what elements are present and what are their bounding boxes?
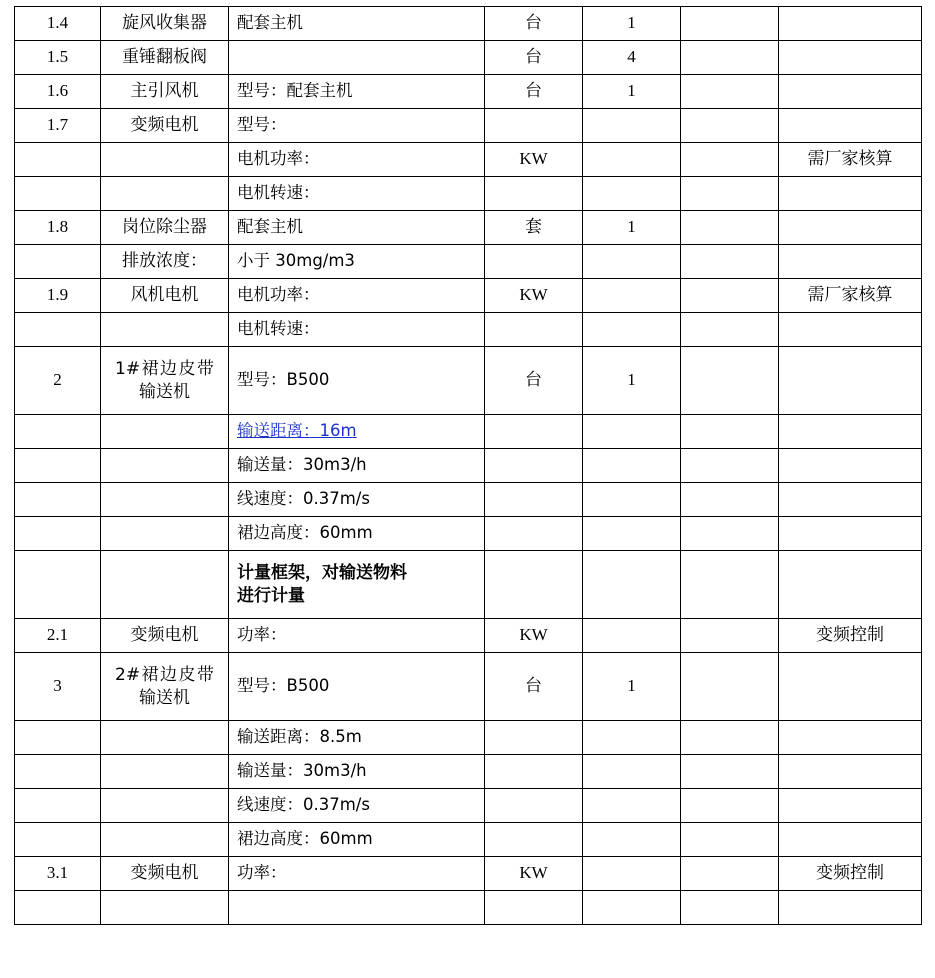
cell-extra: [681, 551, 779, 619]
cell-name: [101, 449, 229, 483]
cell-name: 风机电机: [101, 279, 229, 313]
cell-spec: 型号：B500: [229, 347, 485, 415]
cell-extra: [681, 143, 779, 177]
cell-name-line2: 输送机: [139, 687, 190, 708]
cell-unit: [485, 313, 583, 347]
cell-spec: 输送距离：8.5m: [229, 721, 485, 755]
cell-unit: [485, 177, 583, 211]
cell-unit: KW: [485, 857, 583, 891]
cell-qty: [583, 755, 681, 789]
cell-extra: [681, 279, 779, 313]
cell-spec: [229, 41, 485, 75]
cell-unit: 套: [485, 211, 583, 245]
cell-note: [779, 823, 922, 857]
cell-unit: [485, 789, 583, 823]
cell-extra: [681, 619, 779, 653]
table-row: [15, 619, 922, 653]
cell-no: 1.9: [15, 279, 101, 313]
cell-qty: 4: [583, 41, 681, 75]
cell-name: 主引风机: [101, 75, 229, 109]
table-row: [15, 755, 922, 789]
cell-spec: 型号：B500: [229, 653, 485, 721]
cell-spec: 功率：: [229, 857, 485, 891]
cell-name: 岗位除尘器: [101, 211, 229, 245]
table-row: [15, 789, 922, 823]
cell-name: [101, 721, 229, 755]
cell-unit: 台: [485, 7, 583, 41]
table-row: [15, 245, 922, 279]
cell-qty: [583, 449, 681, 483]
cell-qty: [583, 415, 681, 449]
cell-qty: [583, 483, 681, 517]
cell-no: 3.1: [15, 857, 101, 891]
table-row: [15, 313, 922, 347]
cell-name: 变频电机: [101, 857, 229, 891]
cell-spec-highlight: 输送距离：16m: [229, 415, 485, 449]
cell-note: [779, 449, 922, 483]
cell-no: [15, 483, 101, 517]
cell-qty: [583, 109, 681, 143]
cell-spec-note: [229, 551, 485, 619]
cell-extra: [681, 755, 779, 789]
cell-spec: 电机功率：: [229, 279, 485, 313]
cell-extra: [681, 653, 779, 721]
table-row: [15, 177, 922, 211]
cell-qty: 1: [583, 211, 681, 245]
table-row: [15, 143, 922, 177]
cell-no: 3: [15, 653, 101, 721]
cell-unit: [485, 823, 583, 857]
cell-name-line1: 2#裙边皮带: [115, 665, 214, 686]
cell-unit: KW: [485, 143, 583, 177]
cell-no: 1.4: [15, 7, 101, 41]
cell-extra: [681, 857, 779, 891]
cell-qty: [583, 721, 681, 755]
cell-name: [101, 143, 229, 177]
cell-note: [779, 177, 922, 211]
cell-note: [779, 483, 922, 517]
cell-name: [101, 177, 229, 211]
cell-unit: 台: [485, 347, 583, 415]
cell-qty: [583, 857, 681, 891]
cell-unit: 台: [485, 75, 583, 109]
cell-unit: [485, 755, 583, 789]
cell-name: [101, 891, 229, 925]
cell-note: 变频控制: [779, 857, 922, 891]
cell-name: 重锤翻板阀: [101, 41, 229, 75]
cell-extra: [681, 347, 779, 415]
cell-name: [101, 789, 229, 823]
cell-unit: KW: [485, 279, 583, 313]
cell-unit: [485, 891, 583, 925]
cell-extra: [681, 415, 779, 449]
cell-name: 排放浓度：: [101, 245, 229, 279]
cell-spec: 裙边高度：60mm: [229, 823, 485, 857]
cell-unit: [485, 245, 583, 279]
cell-spec-line1: 计量框架，对输送物料: [237, 562, 407, 583]
cell-unit: 台: [485, 653, 583, 721]
cell-name: [101, 313, 229, 347]
table-row: [15, 653, 922, 721]
cell-note: [779, 347, 922, 415]
cell-note: 变频控制: [779, 619, 922, 653]
cell-no: [15, 245, 101, 279]
cell-spec: 电机转速：: [229, 177, 485, 211]
cell-extra: [681, 75, 779, 109]
table-row: [15, 7, 922, 41]
cell-qty: [583, 177, 681, 211]
cell-note: [779, 755, 922, 789]
cell-extra: [681, 211, 779, 245]
cell-extra: [681, 789, 779, 823]
cell-extra: [681, 109, 779, 143]
cell-extra: [681, 483, 779, 517]
cell-name: 旋风收集器: [101, 7, 229, 41]
cell-note: 需厂家核算: [779, 279, 922, 313]
cell-unit: 台: [485, 41, 583, 75]
cell-extra: [681, 245, 779, 279]
cell-extra: [681, 41, 779, 75]
cell-name: [101, 347, 229, 415]
cell-no: 2: [15, 347, 101, 415]
table-row: [15, 279, 922, 313]
cell-spec: 型号：: [229, 109, 485, 143]
cell-name: [101, 517, 229, 551]
cell-extra: [681, 721, 779, 755]
cell-no: 1.8: [15, 211, 101, 245]
cell-name: [101, 415, 229, 449]
cell-no: 2.1: [15, 619, 101, 653]
table-row: [15, 721, 922, 755]
cell-note: 需厂家核算: [779, 143, 922, 177]
table-row: [15, 551, 922, 619]
cell-note: [779, 415, 922, 449]
cell-qty: 1: [583, 653, 681, 721]
cell-no: [15, 789, 101, 823]
cell-qty: [583, 551, 681, 619]
cell-name: 变频电机: [101, 109, 229, 143]
cell-spec: 配套主机: [229, 7, 485, 41]
cell-spec-line2: 进行计量: [237, 585, 305, 606]
cell-no: [15, 721, 101, 755]
cell-unit: [485, 721, 583, 755]
cell-name-line2: 输送机: [139, 381, 190, 402]
cell-spec: 功率：: [229, 619, 485, 653]
cell-spec: 输送量：30m3/h: [229, 755, 485, 789]
cell-spec: 线速度：0.37m/s: [229, 483, 485, 517]
cell-unit: [485, 415, 583, 449]
cell-unit: [485, 449, 583, 483]
cell-qty: [583, 143, 681, 177]
table-row: [15, 449, 922, 483]
cell-no: 1.7: [15, 109, 101, 143]
specification-table: [14, 6, 922, 925]
cell-no: [15, 517, 101, 551]
cell-extra: [681, 891, 779, 925]
cell-no: [15, 823, 101, 857]
cell-unit: KW: [485, 619, 583, 653]
cell-no: [15, 143, 101, 177]
cell-no: 1.6: [15, 75, 101, 109]
table-row: [15, 483, 922, 517]
cell-spec: 线速度：0.37m/s: [229, 789, 485, 823]
cell-note: [779, 75, 922, 109]
cell-no: 1.5: [15, 41, 101, 75]
cell-note: [779, 517, 922, 551]
cell-qty: [583, 619, 681, 653]
table-row: [15, 75, 922, 109]
table-row: [15, 41, 922, 75]
cell-no: [15, 415, 101, 449]
cell-note: [779, 41, 922, 75]
cell-spec: 配套主机: [229, 211, 485, 245]
cell-note: [779, 109, 922, 143]
cell-extra: [681, 7, 779, 41]
cell-note: [779, 891, 922, 925]
cell-no: [15, 755, 101, 789]
table-row: [15, 857, 922, 891]
cell-note: [779, 653, 922, 721]
cell-no: [15, 313, 101, 347]
cell-qty: [583, 313, 681, 347]
table-row: [15, 823, 922, 857]
table-row: [15, 517, 922, 551]
cell-name: [101, 483, 229, 517]
cell-name: [101, 823, 229, 857]
cell-extra: [681, 517, 779, 551]
cell-extra: [681, 313, 779, 347]
cell-qty: [583, 245, 681, 279]
cell-spec: 电机功率：: [229, 143, 485, 177]
cell-spec: 型号：配套主机: [229, 75, 485, 109]
table-row: [15, 109, 922, 143]
cell-note: [779, 313, 922, 347]
table-row: [15, 891, 922, 925]
cell-unit: [485, 483, 583, 517]
cell-qty: 1: [583, 7, 681, 41]
cell-qty: [583, 517, 681, 551]
cell-name: [101, 551, 229, 619]
cell-qty: [583, 891, 681, 925]
cell-note: [779, 7, 922, 41]
cell-spec: [229, 891, 485, 925]
cell-qty: [583, 279, 681, 313]
cell-name: [101, 755, 229, 789]
cell-no: [15, 449, 101, 483]
cell-no: [15, 891, 101, 925]
cell-note: [779, 211, 922, 245]
table-row: [15, 347, 922, 415]
cell-note: [779, 789, 922, 823]
cell-spec: 电机转速：: [229, 313, 485, 347]
cell-spec: 小于 30mg/m3: [229, 245, 485, 279]
table-body: [15, 7, 922, 925]
cell-name-line1: 1#裙边皮带: [115, 359, 214, 380]
cell-no: [15, 177, 101, 211]
cell-qty: 1: [583, 347, 681, 415]
cell-spec: 输送量：30m3/h: [229, 449, 485, 483]
table-row: [15, 415, 922, 449]
cell-qty: 1: [583, 75, 681, 109]
cell-spec: 裙边高度：60mm: [229, 517, 485, 551]
cell-name: 变频电机: [101, 619, 229, 653]
cell-qty: [583, 823, 681, 857]
cell-no: [15, 551, 101, 619]
cell-extra: [681, 449, 779, 483]
table-row: [15, 211, 922, 245]
cell-unit: [485, 109, 583, 143]
cell-extra: [681, 823, 779, 857]
cell-qty: [583, 789, 681, 823]
cell-note: [779, 245, 922, 279]
cell-note: [779, 551, 922, 619]
cell-note: [779, 721, 922, 755]
cell-extra: [681, 177, 779, 211]
cell-unit: [485, 551, 583, 619]
cell-name: [101, 653, 229, 721]
cell-unit: [485, 517, 583, 551]
